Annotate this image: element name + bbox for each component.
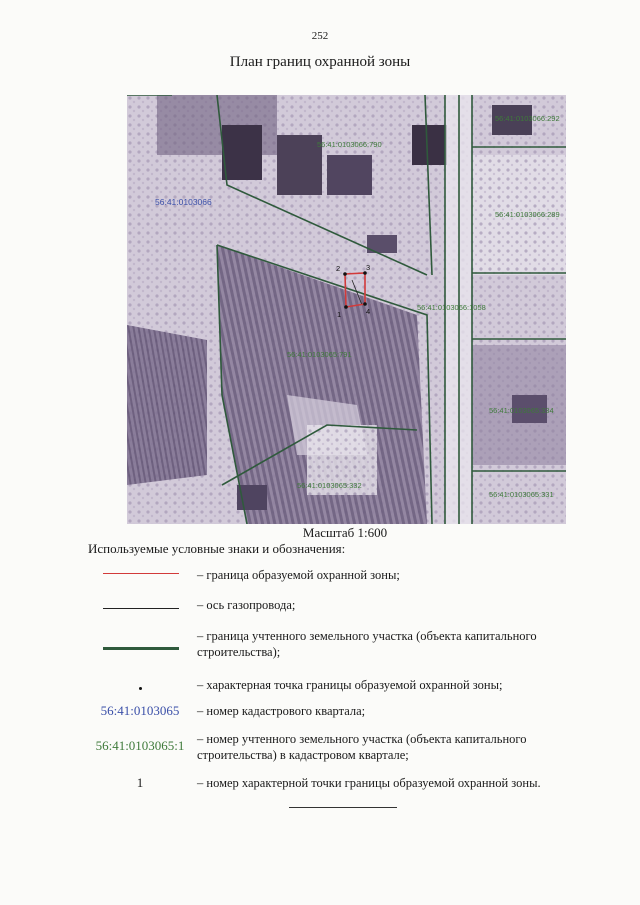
- plan-title: План границ охранной зоны: [229, 54, 411, 70]
- quarter-number-sample: 56:41:0103065: [100, 703, 180, 718]
- cadastral-map[interactable]: [127, 95, 566, 524]
- legend-text: – номер кадастрового квартала;: [197, 704, 366, 718]
- legend-text: – номер характерной точки границы образуемой охранной зоны.: [197, 776, 541, 790]
- boundary-point-number: 1: [337, 310, 342, 319]
- point-number-sample: 1: [136, 775, 144, 790]
- boundary-point-number: 4: [366, 307, 371, 316]
- legend-text: – граница образуемой охранной зоны;: [197, 568, 400, 582]
- boundary-point: [343, 272, 347, 276]
- legend-text: – характерная точка границы образуемой охранной зоны;: [197, 678, 503, 692]
- building: [277, 135, 322, 195]
- parcel-number-label: 56:41:0103065:791: [287, 350, 352, 359]
- pipeline-axis-symbol: [103, 608, 179, 609]
- legend-text: – ось газопровода;: [197, 598, 296, 612]
- parcel-number-label: 56:41:0103065:334: [489, 406, 554, 415]
- end-divider: [289, 807, 397, 808]
- boundary-point-number: 3: [366, 263, 371, 272]
- boundary-point: [344, 305, 348, 309]
- legend-text: – граница учтенного земельного участка (объекта капитального строительства);: [197, 629, 537, 659]
- parcel-number-label: 56:41:0103066:292: [495, 114, 560, 123]
- quarter-number-label: 56:41:0103066: [155, 197, 212, 207]
- parcel-number-label: 56:41:0103066:790: [317, 140, 382, 149]
- building: [222, 125, 262, 180]
- building: [412, 125, 447, 165]
- legend-heading: Используемые условные знаки и обозначения:: [88, 541, 346, 556]
- page-number: 252: [311, 30, 329, 42]
- legend-text: – номер учтенного земельного участка (объекта капитального строительства) в кадастровом квартале;: [197, 732, 527, 762]
- building: [327, 155, 372, 195]
- parcel-number-label: 56:41:0103065:331: [489, 490, 554, 499]
- field-area: [127, 325, 207, 485]
- boundary-point: [363, 302, 367, 306]
- boundary-point-symbol: [139, 687, 142, 690]
- parcel-number-label: 56:41:0103065:332: [297, 481, 362, 490]
- parcel-number-label: 56:41:0103066:289: [495, 210, 560, 219]
- parcel-number-label: 56:41:0103066:1058: [417, 303, 486, 312]
- parcel-number-sample: 56:41:0103065:1: [95, 738, 185, 753]
- parcel-boundary-symbol: [103, 647, 179, 650]
- map-scale: Масштаб 1:600: [302, 525, 388, 540]
- protection-zone-line-symbol: [103, 573, 179, 574]
- boundary-point-number: 2: [336, 264, 341, 273]
